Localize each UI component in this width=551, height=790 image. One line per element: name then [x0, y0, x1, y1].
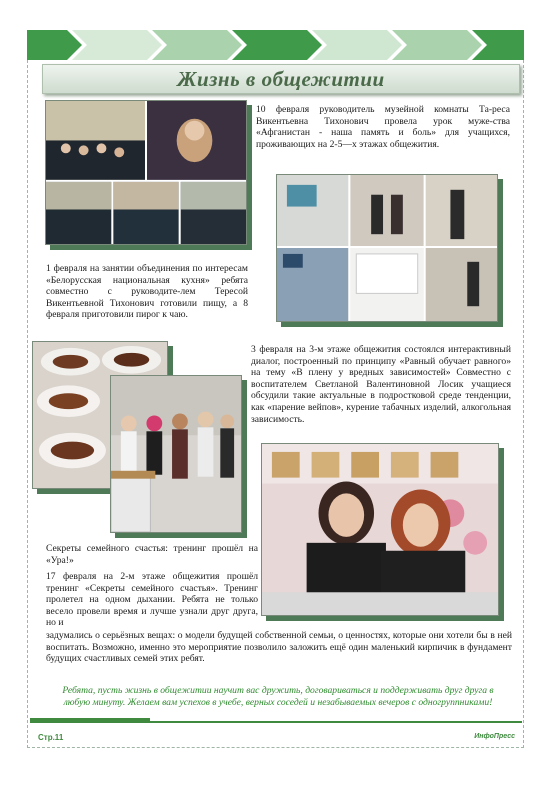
chevron-banner — [27, 30, 524, 60]
photo-lesson-collage — [45, 100, 247, 245]
photo-girls-kitchen — [110, 375, 242, 533]
secrets-body-left: 17 февраля на 2-м этаже общежития прошёл тренинг «Секреты семейного счастья». Тренинг пролетел на одном дыхании. Ребята не только весело провели время и лучше узнали друг друга, но и — [46, 571, 258, 629]
photo-training-girls — [261, 443, 499, 616]
article-kitchen: 1 февраля на занятии объединения по интересам «Белорусская национальная кухня» ребята совместно с руководите-лем Тересой Викентьевной Тихонович готовили пищу, а 8 февраля приготовили пирог к чаю. — [46, 263, 248, 321]
secrets-heading: Секреты семейного счастья: тренинг прошёл на «Ура!» — [46, 543, 258, 566]
brand-name: ИнфоПресс — [474, 733, 515, 740]
title-banner — [42, 64, 520, 94]
photo-dialogue-collage — [276, 174, 498, 322]
footer-accent-bar — [30, 718, 150, 723]
page-number: Стр.11 — [38, 733, 64, 742]
article-afghanistan: 10 февраля руководитель музейной комнаты Та-реса Викентьевна Тихонович провела урок муже-ства «Афганистан - наша память и боль» для учащихся, проживающих на 2-5—х этажах общежития. — [256, 104, 510, 150]
closing-message: Ребята, пусть жизнь в общежитии научит вас дружить, договариваться и поддерживать друг друга в любую минуту. Желаем вам успехов в учебе, верных соседей и незабываемых вечеров с одногруппниками! — [62, 685, 494, 708]
secrets-body-full: задумались о серьёзных вещах: о модели будущей собственной семьи, о ценностях, которые они хотели бы в ней воспитать. Возможно, именно это мероприятие позволило заложить ещё один маленький кирпичик в фундамент будущих счастливых семей этих ребят. — [46, 630, 512, 665]
page-title: Жизнь в общежитии — [177, 66, 385, 91]
article-dialogue: 3 февраля на 3-м этаже общежития состоялся интерактивный диалог, построенный по принципу «Равный обучает равного» на тему «В плену у вредных зависимостей» Совместно с воспитателем Светланой Валентиновной Лосик учащиеся обсудили такие актуальные в подростковой среде тенденции, как «парение вейпов», курение табачных изделий, алкогольная зависимость. — [251, 344, 511, 425]
